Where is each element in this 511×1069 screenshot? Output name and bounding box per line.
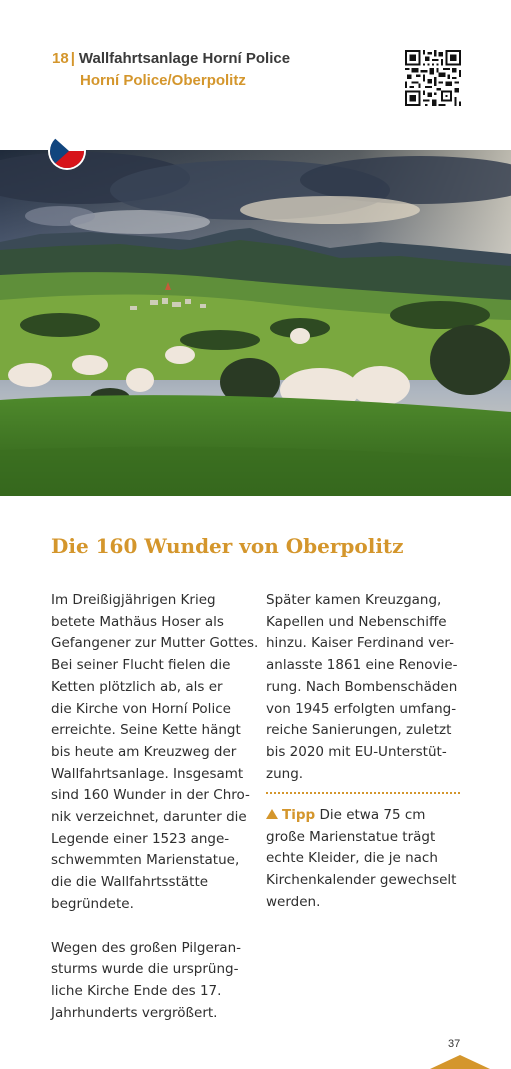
text-line: Ketten plötzlich ab, als er	[51, 678, 223, 695]
text-line: Später kamen Kreuzgang,	[266, 592, 442, 608]
text-line: Kirchenkalender gewechselt	[266, 872, 457, 889]
text-column-right	[266, 590, 471, 785]
text-line: Wegen des großen Pilgeran-	[51, 939, 241, 956]
landscape-photo	[0, 150, 511, 496]
text-line: sind 160 Wunder in der Chro-	[51, 787, 250, 804]
text-line: die die Wallfahrtsstätte	[51, 874, 209, 891]
text-line: bis heute am Kreuzweg der	[51, 743, 237, 760]
text-line: betete Mathäus Hoser als	[51, 613, 224, 630]
tip-text: Die etwa 75 cm	[315, 807, 426, 823]
text-line: die Kirche von Horní Police	[51, 700, 231, 717]
article-headline: Die 160 Wunder von Oberpolitz	[51, 534, 404, 558]
paragraph-3	[266, 590, 471, 785]
text-line: Kapellen und Nebenschiffe	[266, 613, 447, 630]
text-line: Jahrhunderts vergrößert.	[51, 1004, 218, 1021]
text-line: Legende einer 1523 ange-	[51, 830, 230, 847]
text-line: erreichte. Seine Kette hängt	[51, 722, 241, 739]
paragraph-2	[51, 938, 256, 1025]
paragraph-1	[51, 590, 259, 916]
header-title-line	[52, 48, 392, 70]
triangle-icon	[266, 809, 278, 819]
text-line: hinzu. Kaiser Ferdinand ver-	[266, 635, 454, 652]
text-line: von 1945 erfolgten umfang-	[266, 700, 457, 717]
text-line: echte Kleider, die je nach	[266, 850, 438, 867]
text-line: schwemmten Marienstatue,	[51, 852, 240, 869]
text-line: bis 2020 mit EU-Unterstüt-	[266, 743, 447, 760]
text-column-left	[51, 590, 259, 1024]
text-line: reiche Sanierungen, zuletzt	[266, 722, 452, 739]
location-title: Wallfahrtsanlage Horní Police	[78, 50, 291, 67]
tip-divider	[266, 792, 460, 794]
text-line: Bei seiner Flucht fielen die	[51, 657, 231, 674]
tip-first-line	[266, 805, 471, 827]
text-line: Wallfahrtsanlage. Insgesamt	[51, 765, 244, 782]
text-line: liche Kirche Ende des 17.	[51, 982, 222, 999]
page-header	[52, 48, 392, 92]
text-line: große Marienstatue trägt	[266, 828, 436, 845]
text-line: zung.	[266, 765, 304, 782]
location-subtitle: Horní Police/Oberpolitz	[80, 72, 246, 89]
text-line: rung. Nach Bombenschäden	[266, 678, 458, 695]
tip-box	[266, 805, 471, 914]
text-line: nik verzeichnet, darunter die	[51, 809, 247, 826]
text-line: Gefangener zur Mutter Gottes.	[51, 635, 259, 652]
paragraph-gap	[51, 916, 256, 938]
czech-flag-icon	[50, 134, 84, 168]
text-line: sturms wurde die ursprüng-	[51, 961, 239, 978]
corner-tab	[430, 1055, 490, 1069]
text-line: anlasste 1861 eine Renovie-	[266, 657, 458, 674]
location-number: 18	[52, 50, 69, 67]
text-line: werden.	[266, 893, 321, 910]
header-separator: |	[70, 50, 75, 67]
text-line: begründete.	[51, 895, 134, 912]
page-number: 37	[448, 1038, 461, 1050]
tip-label: Tipp	[282, 807, 316, 823]
qr-code-icon[interactable]	[405, 50, 461, 106]
text-line: Im Dreißigjährigen Krieg	[51, 592, 216, 608]
